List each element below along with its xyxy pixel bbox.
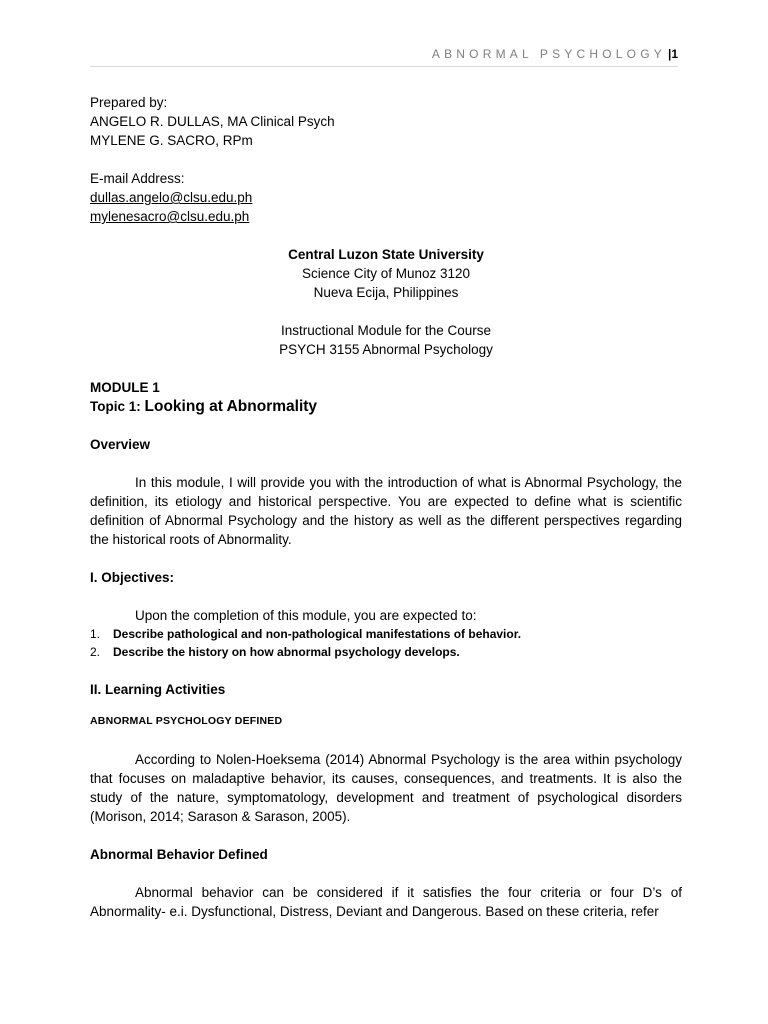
- topic-title: Looking at Abnormality: [144, 398, 318, 415]
- criteria-paragraph: Abnormal behavior can be considered if it satisfies the four criteria or four D’s of Abnormality- e.i. Dysfunctional, Distress, Deviant and Dangerous. Based on these criteria, refer: [90, 885, 682, 919]
- author-2: MYLENE G. SACRO, RPm: [90, 133, 253, 148]
- overview-paragraph: In this module, I will provide you with the introduction of what is Abnormal Psychology, the definition, its etiology and historical perspective. You are expected to define what is scientific definition of Abnormal Psychology and the history as well as the different perspectives regarding the historical roots of Abnormality.: [90, 475, 682, 547]
- header-separator: |: [667, 47, 672, 61]
- institution-name: Central Luzon State University: [288, 247, 484, 262]
- list-item: 1. Describe pathological and non-pathological manifestations of behavior.: [90, 627, 522, 641]
- definition-paragraph: According to Nolen-Hoeksema (2014) Abnormal Psychology is the area within psychology that focuses on maladaptive behavior, its causes, consequences, and treatments. It is also the study of the nature, symptomatology, development and treatment of psychological disorders (Morison, 2014; Sarason & Sarason, 2005).: [90, 752, 682, 824]
- overview-heading: Overview: [90, 437, 151, 452]
- abnormal-behavior-heading: Abnormal Behavior Defined: [90, 847, 268, 862]
- email-label: E-mail Address:: [90, 171, 185, 186]
- email-link-2[interactable]: mylenesacro@clsu.edu.ph: [90, 209, 250, 224]
- page-header: [90, 44, 678, 64]
- document-body: [90, 93, 682, 921]
- objectives-list: [90, 625, 682, 661]
- section-subheading: ABNORMAL PSYCHOLOGY DEFINED: [90, 715, 283, 727]
- page-number: 1: [671, 47, 678, 61]
- topic-line: [90, 397, 682, 416]
- objectives-heading: I. Objectives:: [90, 570, 175, 585]
- header-rule: [90, 66, 678, 67]
- institution-address-1: Science City of Munoz 3120: [301, 266, 471, 281]
- course-line-1: Instructional Module for the Course: [280, 323, 492, 338]
- topic-prefix: Topic 1:: [90, 399, 145, 414]
- course-line-2: PSYCH 3155 Abnormal Psychology: [279, 342, 493, 357]
- prepared-by-label: Prepared by:: [90, 95, 168, 110]
- author-1: ANGELO R. DULLAS, MA Clinical Psych: [90, 114, 335, 129]
- module-label: MODULE 1: [90, 380, 160, 395]
- header-title: ABNORMAL PSYCHOLOGY: [431, 47, 666, 61]
- list-item: 2. Describe the history on how abnormal psychology develops.: [90, 645, 460, 659]
- learning-activities-heading: II. Learning Activities: [90, 682, 226, 697]
- institution-address-2: Nueva Ecija, Philippines: [313, 285, 459, 300]
- objectives-intro: Upon the completion of this module, you are expected to:: [135, 608, 477, 623]
- email-link-1[interactable]: dullas.angelo@clsu.edu.ph: [90, 190, 253, 205]
